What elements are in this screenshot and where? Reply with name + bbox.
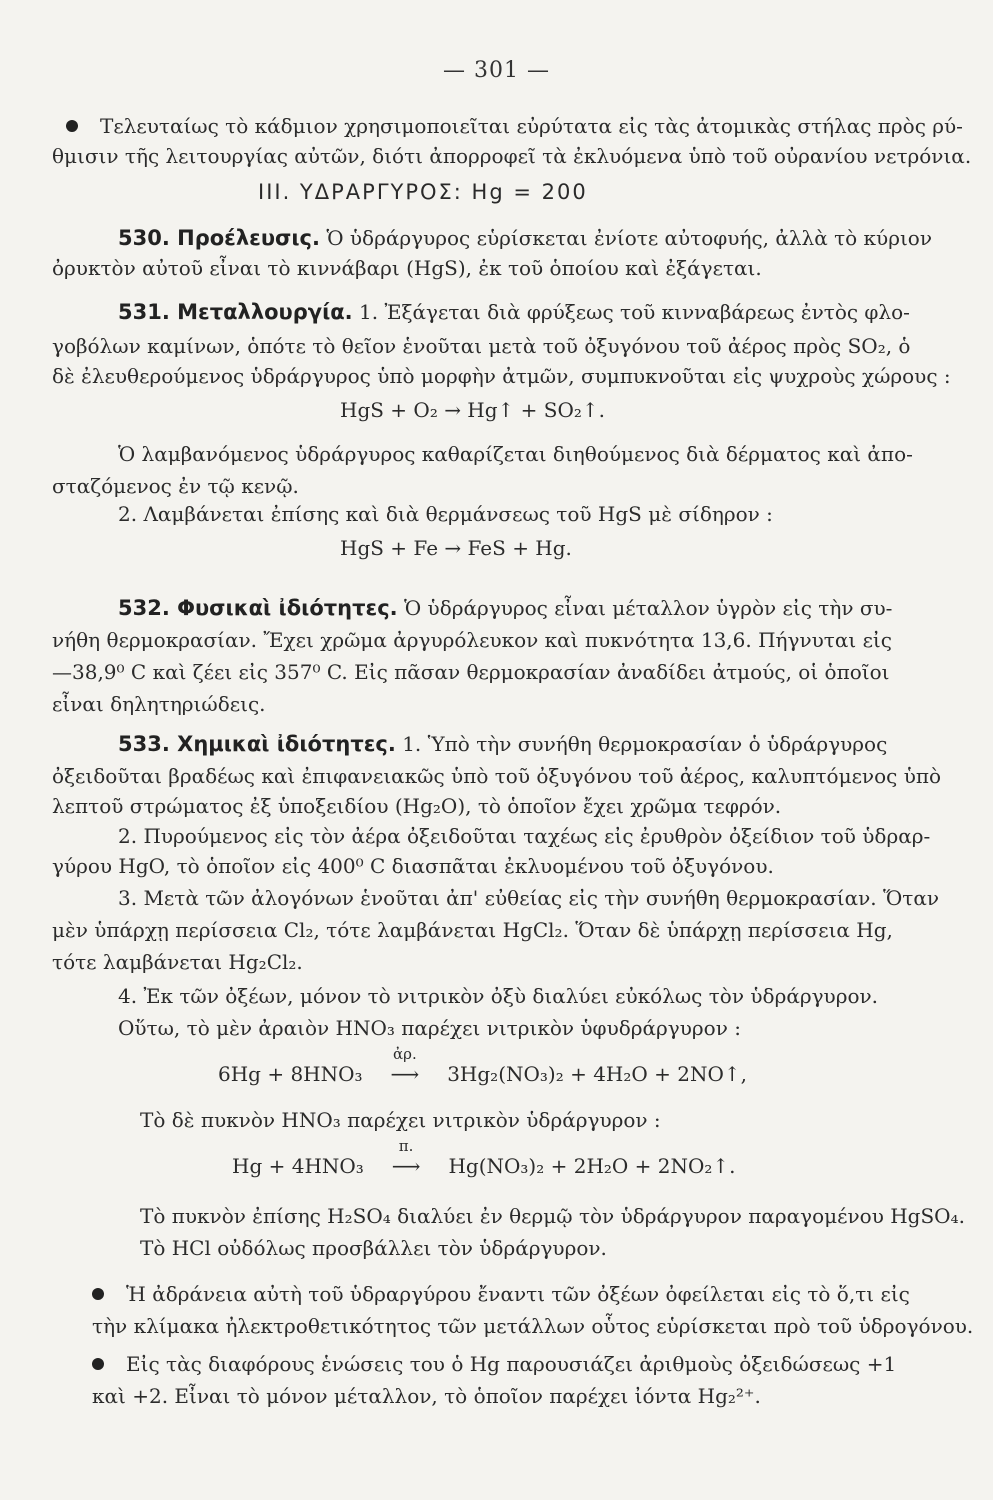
- section-533-line-6: 3. Μετὰ τῶν ἀλογόνων ἑνοῦται ἀπ' εὐθείας εἰς τὴν συνήθη θερμοκρασίαν. Ὅταν: [118, 886, 939, 910]
- section-531-line-1: 531. Μεταλλουργία. 1. Ἐξάγεται διὰ φρύξεως τοῦ κινναβάρεως ἐντὸς φλο-: [118, 300, 910, 324]
- equation-3: 6Hg + 8HNO₃ ἀρ. ⟶ 3Hg₂(NO₃)₂ + 4H₂O + 2NO↑,: [218, 1045, 747, 1086]
- section-533-line-9: 4. Ἐκ τῶν ὀξέων, μόνον τὸ νιτρικὸν ὀξὺ διαλύει εὐκόλως τὸν ὑδράργυρον.: [118, 984, 879, 1008]
- section-530-line-1: 530. Προέλευσις. Ὁ ὑδράργυρος εὑρίσκεται ἐνίοτε αὐτοφυής, ἀλλὰ τὸ κύριον: [118, 226, 933, 250]
- section-531-line-2: γοβόλων καμίνων, ὁπότε τὸ θεῖον ἑνοῦται μετὰ τοῦ ὀξυγόνου τοῦ ἀέρος πρὸς SO₂, ὁ: [52, 334, 911, 358]
- section-532-line-4: εἶναι δηλητηριώδεις.: [52, 692, 266, 716]
- section-531-title: 531. Μεταλλουργία.: [118, 300, 353, 324]
- section-533-line-3: λεπτοῦ στρώματος ἐξ ὑποξειδίου (Hg₂O), τὸ ὁποῖον ἔχει χρῶμα τεφρόν.: [52, 794, 782, 818]
- section-533-line-13: Τὸ HCl οὐδόλως προσβάλλει τὸν ὑδράργυρον.: [140, 1236, 607, 1260]
- section-533-line-10: Οὕτω, τὸ μὲν ἀραιὸν HNO₃ παρέχει νιτρικὸν ὑφυδράργυρον :: [118, 1016, 741, 1040]
- bullet-icon: [92, 1288, 104, 1300]
- section-530-line-2: ὀρυκτὸν αὐτοῦ εἶναι τὸ κιννάβαρι (HgS), ἐκ τοῦ ὁποίου καὶ ἐξάγεται.: [52, 256, 762, 280]
- section-533-line-4: 2. Πυρούμενος εἰς τὸν ἀέρα ὀξειδοῦται ταχέως εἰς ἐρυθρὸν ὀξείδιον τοῦ ὑδραρ-: [118, 824, 931, 848]
- section-532-line-1: 532. Φυσικαὶ ἰδιότητες. Ὁ ὑδράργυρος εἶναι μέταλλον ὑγρὸν εἰς τὴν συ-: [118, 596, 893, 620]
- section-531-line-5: σταζόμενος ἐν τῷ κενῷ.: [52, 474, 299, 498]
- section-532-title: 532. Φυσικαὶ ἰδιότητες.: [118, 596, 398, 620]
- equation-2: HgS + Fe → FeS + Hg.: [340, 536, 572, 560]
- section-533-title: 533. Χημικαὶ ἰδιότητες.: [118, 732, 396, 756]
- note-1-line-2: τὴν κλίμακα ἠλεκτροθετικότητος τῶν μετάλλων οὗτος εὑρίσκεται πρὸ τοῦ ὑδρογόνου.: [92, 1314, 974, 1338]
- section-530-title: 530. Προέλευσις.: [118, 226, 320, 250]
- section-533-line-5: γύρου HgO, τὸ ὁποῖον εἰς 400⁰ C διασπᾶται ἐκλυομένου τοῦ ὀξυγόνου.: [52, 854, 774, 878]
- page-number: — 301 —: [443, 58, 550, 83]
- note-2-line-2: καὶ +2. Εἶναι τὸ μόνον μέταλλον, τὸ ὁποῖον παρέχει ἰόντα Hg₂²⁺.: [92, 1384, 761, 1408]
- section-533-line-7: μὲν ὑπάρχῃ περίσσεια Cl₂, τότε λαμβάνεται HgCl₂. Ὅταν δὲ ὑπάρχῃ περίσσεια Hg,: [52, 918, 893, 942]
- section-533-line-2: ὀξειδοῦται βραδέως καὶ ἐπιφανειακῶς ὑπὸ τοῦ ὀξυγόνου τοῦ ἀέρος, καλυπτόμενος ὑπὸ: [52, 764, 942, 788]
- bullet-icon: [92, 1358, 104, 1370]
- equation-4: Hg + 4HNO₃ π. ⟶ Hg(NO₃)₂ + 2H₂O + 2NO₂↑.: [232, 1137, 736, 1178]
- section-533-line-8: τότε λαμβάνεται Hg₂Cl₂.: [52, 950, 303, 974]
- section-531-line-4: Ὁ λαμβανόμενος ὑδράργυρος καθαρίζεται διηθούμενος διὰ δέρματος καὶ ἀπο-: [118, 442, 913, 466]
- arrow-dilute: ἀρ. ⟶: [390, 1045, 420, 1086]
- note-1-line-1: Ἡ ἀδράνεια αὐτὴ τοῦ ὑδραργύρου ἔναντι τῶν ὀξέων ὀφείλεται εἰς τὸ ὅ,τι εἰς: [92, 1280, 910, 1308]
- intro-line-1: Τελευταίως τὸ κάδμιον χρησιμοποιεῖται εὐρύτατα εἰς τὰς ἀτομικὰς στήλας πρὸς ρύ-: [66, 112, 963, 140]
- equation-1: HgS + O₂ → Hg↑ + SO₂↑.: [340, 398, 606, 422]
- section-533-line-11: Τὸ δὲ πυκνὸν HNO₃ παρέχει νιτρικὸν ὑδράργυρον :: [140, 1108, 661, 1132]
- section-531-line-3: δὲ ἐλευθερούμενος ὑδράργυρος ὑπὸ μορφὴν ἀτμῶν, συμπυκνοῦται εἰς ψυχροὺς χώρους :: [52, 364, 951, 388]
- chapter-heading: III. ΥΔΡΑΡΓΥΡΟΣ: Hg = 200: [258, 180, 588, 204]
- bullet-icon: [66, 120, 78, 132]
- section-531-line-6: 2. Λαμβάνεται ἐπίσης καὶ διὰ θερμάνσεως τοῦ HgS μὲ σίδηρον :: [118, 502, 773, 526]
- section-533-line-12: Τὸ πυκνὸν ἐπίσης H₂SO₄ διαλύει ἐν θερμῷ τὸν ὑδράργυρον παραγομένου HgSO₄.: [140, 1204, 965, 1228]
- arrow-concentrated: π. ⟶: [391, 1137, 421, 1178]
- section-532-line-2: νήθη θερμοκρασίαν. Ἔχει χρῶμα ἀργυρόλευκον καὶ πυκνότητα 13,6. Πήγνυται εἰς: [52, 628, 892, 652]
- note-2-line-1: Εἰς τὰς διαφόρους ἑνώσεις του ὁ Hg παρουσιάζει ἀριθμοὺς ὀξειδώσεως +1: [92, 1350, 896, 1378]
- section-532-line-3: —38,9⁰ C καὶ ζέει εἰς 357⁰ C. Εἰς πᾶσαν θερμοκρασίαν ἀναδίδει ἀτμούς, οἱ ὁποῖοι: [52, 660, 890, 684]
- section-533-line-1: 533. Χημικαὶ ἰδιότητες. 1. Ὑπὸ τὴν συνήθη θερμοκρασίαν ὁ ὑδράργυρος: [118, 732, 888, 756]
- intro-line-2: θμισιν τῆς λειτουργίας αὐτῶν, διότι ἀπορροφεῖ τὰ ἐκλυόμενα ὑπὸ τοῦ οὐρανίου νετρόνια.: [52, 144, 972, 168]
